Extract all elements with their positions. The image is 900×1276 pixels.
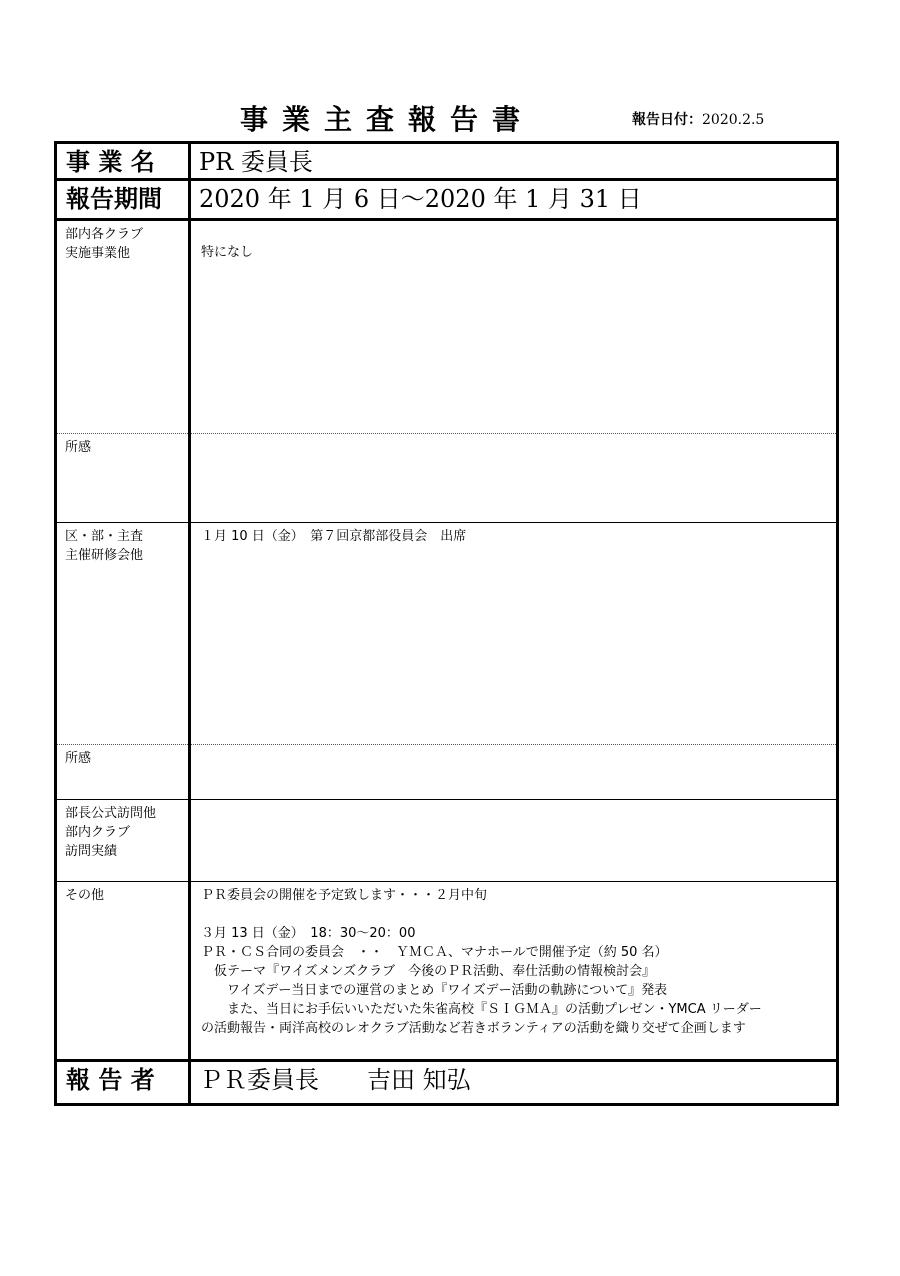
visits-value: [191, 800, 836, 804]
district-value: １月 10 日（金） 第７回京都部役員会 出席: [201, 528, 467, 544]
other-value-cell: [190, 882, 838, 1060]
impression-2-label-cell: [56, 745, 190, 800]
period-value-cell: [190, 180, 838, 220]
visits-label: [57, 800, 188, 861]
reporter-label: 報 告 者: [66, 1065, 155, 1094]
other-line-blank: [201, 905, 836, 924]
project-label: 事 業 名: [66, 148, 155, 176]
other-line: ３月 13 日（金） 18：30～20：00: [201, 926, 416, 942]
row-reporter: [56, 1060, 838, 1104]
club-events-value: 特になし: [201, 245, 254, 261]
other-line: また、当日にお手伝いいただいた朱雀高校『ＳＩＧＭＡ』の活動プレゼン・YMCA リーダー: [201, 1002, 762, 1018]
row-period: [56, 180, 838, 220]
club-events-label: [57, 221, 188, 263]
document-title: 事業主査報告書: [240, 103, 535, 136]
report-form: [54, 141, 839, 1106]
period-value: 2020 年 1 月 6 日～2020 年 1 月 31 日: [199, 185, 642, 214]
row-club-events: [56, 220, 838, 433]
row-impression-2: [56, 745, 838, 800]
period-label: 報告期間: [66, 185, 162, 214]
impression-2-label: 所感: [65, 751, 92, 767]
impression-2-value: [191, 745, 836, 749]
other-label: その他: [65, 888, 105, 904]
report-date-value: 2020.2.5: [702, 112, 765, 128]
reporter-value: ＰＲ委員長 吉田 知弘: [199, 1065, 471, 1094]
other-line: ワイズデー当日までの運営のまとめ『ワイズデー活動の軌跡について』発表: [201, 983, 668, 999]
club-events-label-line: 実施事業他: [65, 246, 131, 262]
report-date-label: 報告日付：: [632, 112, 702, 128]
other-label-cell: [56, 882, 190, 1060]
visits-label-line: 部内クラブ: [65, 825, 131, 841]
visits-label-line: 部長公式訪問他: [65, 806, 157, 822]
reporter-label-cell: [56, 1060, 190, 1104]
impression-1-label: 所感: [65, 439, 92, 455]
club-events-label-cell: [56, 220, 190, 433]
project-value-cell: [190, 143, 838, 180]
visits-label-cell: [56, 800, 190, 882]
other-value: [191, 882, 836, 1038]
row-visits: [56, 800, 838, 882]
visits-value-cell: [190, 800, 838, 882]
district-label: [57, 523, 188, 565]
district-label-cell: [56, 522, 190, 744]
period-label-cell: [56, 180, 190, 220]
report-date: [632, 109, 764, 129]
impression-2-value-cell: [190, 745, 838, 800]
project-label-cell: [56, 143, 190, 180]
row-project: [56, 143, 838, 180]
impression-1-value: [191, 434, 836, 438]
district-value-cell: [190, 522, 838, 744]
district-label-line: 主催研修会他: [65, 547, 144, 563]
club-events-value-cell: [190, 220, 838, 433]
row-other: [56, 882, 838, 1060]
other-line: ＰＲ・ＣＳ合同の委員会 ・・ ＹＭＣＡ、マナホールで開催予定（約 50 名）: [201, 945, 668, 961]
row-district: [56, 522, 838, 744]
row-impression-1: [56, 433, 838, 522]
district-label-line: 区・部・主査: [65, 528, 144, 544]
project-value: PR 委員長: [199, 148, 313, 176]
visits-label-line: 訪問実績: [65, 844, 118, 860]
impression-1-label-cell: [56, 433, 190, 522]
impression-1-value-cell: [190, 433, 838, 522]
reporter-value-cell: [190, 1060, 838, 1104]
other-line: の活動報告・両洋高校のレオクラブ活動など若きボランティアの活動を織り交ぜて企画します: [201, 1021, 746, 1037]
other-line: 仮テーマ『ワイズメンズクラブ 今後のＰＲ活動、奉仕活動の情報検討会』: [201, 964, 656, 980]
other-line: ＰＲ委員会の開催を予定致します・・・２月中旬: [201, 888, 488, 904]
club-events-label-line: 部内各クラブ: [65, 227, 144, 243]
